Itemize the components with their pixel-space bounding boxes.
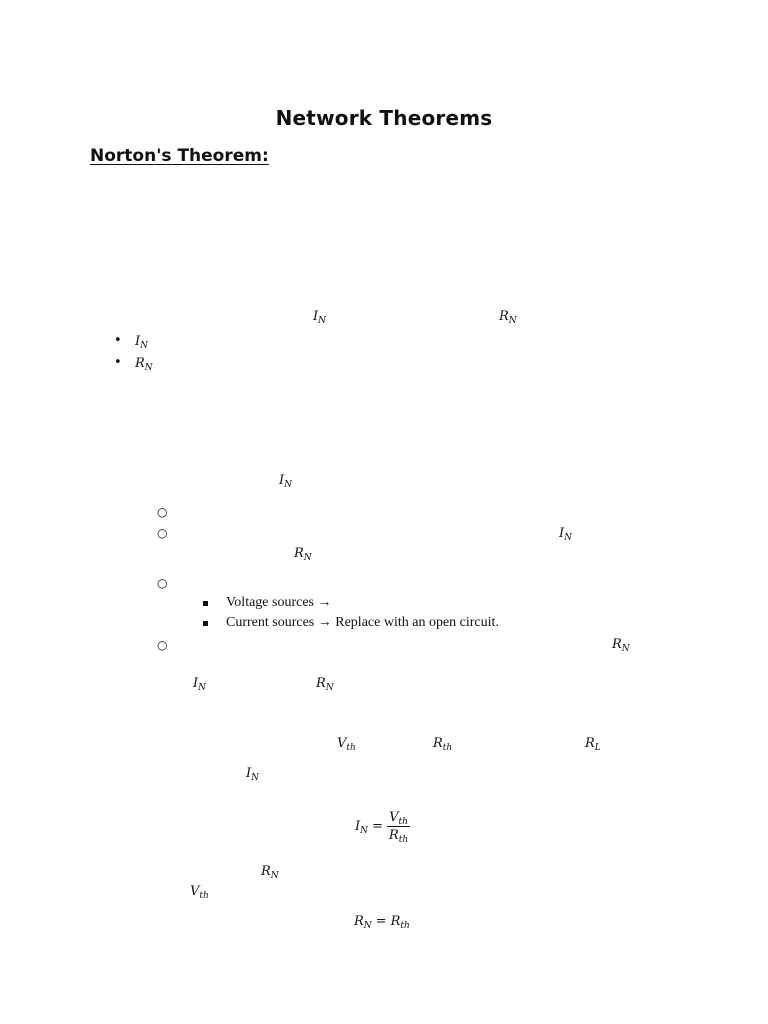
math-symbol-rn: $R_N$ [294,546,312,563]
math-symbol-rn: $R_N$ [316,676,334,693]
math-symbol-rn: $R_N$ [612,637,630,654]
fraction: $\frac{V_{th}}{R_{th}}$ [388,810,409,845]
circle-bullet-marker: ○ [157,505,168,519]
bullet-marker: • [114,355,122,370]
circle-bullet-marker: ○ [157,526,168,540]
math-symbol-in: $I_N$ [559,526,573,543]
math-symbol-in: $I_N$ [313,309,327,326]
math-symbol-rth: $R_{th}$ [433,736,453,753]
section-heading: Norton's Theorem: [90,146,269,166]
square-bullet-marker [203,621,208,626]
math-symbol-rn: $R_N$ [499,309,517,326]
math-symbol-rl: $R_L$ [585,736,601,753]
square-bullet-marker [203,601,208,606]
circle-bullet-marker: ○ [157,638,168,652]
bullet-marker: • [114,333,122,348]
circle-bullet-marker: ○ [157,576,168,590]
math-symbol-in: $I_N$ [279,473,293,490]
bullet-item-in: $I_N$ [135,334,149,351]
bullet-item-rn: $R_N$ [135,356,153,373]
math-symbol-in: $I_N$ [246,766,260,783]
math-symbol-rn: $R_N$ [261,864,279,881]
math-symbol-vth: $V_{th}$ [190,884,209,901]
math-symbol-vth: $V_{th}$ [337,736,356,753]
math-symbol-in: $I_N$ [193,676,207,693]
sub-bullet-voltage-sources: Voltage sources → [226,595,332,610]
page-title: Network Theorems [275,106,493,130]
sub-bullet-current-sources: Current sources → Replace with an open circuit. [226,615,499,630]
equation-norton-resistance: $R_N = R_{th}$ [354,914,410,931]
equation-norton-current: $I_N$ = $\frac{V_{th}}{R_{th}}$ [355,810,409,845]
